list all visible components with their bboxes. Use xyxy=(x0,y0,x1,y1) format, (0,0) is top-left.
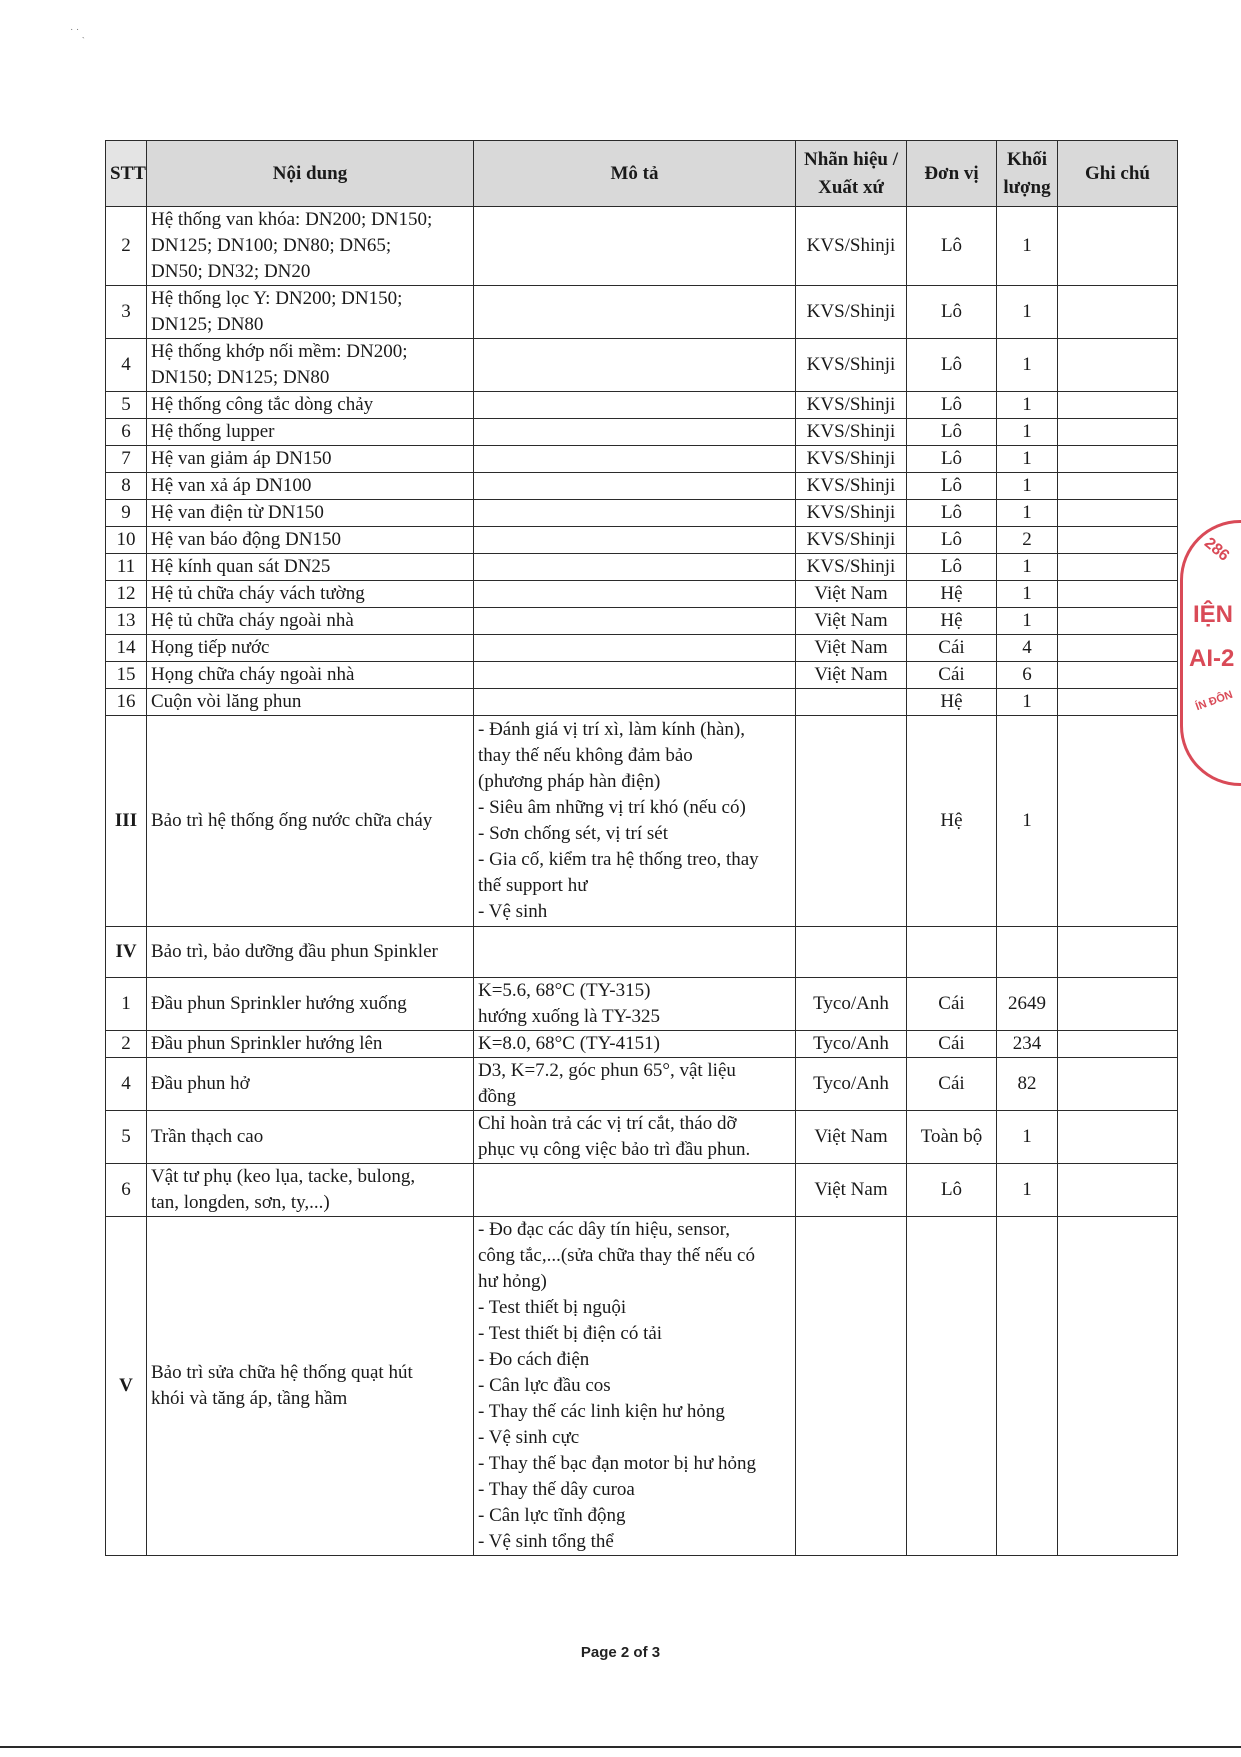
row-description-cell xyxy=(474,446,796,473)
row-note-cell xyxy=(1058,689,1178,716)
row-brand-cell: Tyco/Anh xyxy=(796,1031,907,1058)
row-description-cell xyxy=(474,473,796,500)
row-unit-cell xyxy=(907,927,997,978)
row-description-cell xyxy=(474,1058,796,1111)
row-description-cell xyxy=(474,716,796,927)
table-row xyxy=(106,554,1178,581)
row-description-line: - Đánh giá vị trí xì, làm kính (hàn), xyxy=(478,719,745,740)
row-description-line: hướng xuống là TY-325 xyxy=(478,1006,661,1027)
row-content-line: Hệ van xả áp DN100 xyxy=(151,475,312,496)
row-note-cell xyxy=(1058,1217,1178,1556)
row-description-cell xyxy=(474,207,796,286)
row-description-line: - Vệ sinh xyxy=(478,901,548,922)
row-note-cell xyxy=(1058,500,1178,527)
row-stt-cell: 9 xyxy=(106,500,147,527)
row-content-cell xyxy=(147,978,474,1031)
row-content-line: Hệ tủ chữa cháy vách tường xyxy=(151,583,365,604)
row-note-cell xyxy=(1058,419,1178,446)
table-row xyxy=(106,978,1178,1031)
row-content-line: Hệ van điện từ DN150 xyxy=(151,502,324,523)
bottom-rule xyxy=(0,1746,1241,1748)
row-brand-cell: KVS/Shinji xyxy=(796,446,907,473)
row-unit-cell: Hệ xyxy=(907,689,997,716)
row-brand-cell xyxy=(796,716,907,927)
table-row xyxy=(106,608,1178,635)
row-description-cell xyxy=(474,554,796,581)
row-note-cell xyxy=(1058,1111,1178,1164)
row-content-cell xyxy=(147,207,474,286)
row-description-cell xyxy=(474,1164,796,1217)
row-quantity-cell: 1 xyxy=(997,473,1058,500)
row-description-cell xyxy=(474,500,796,527)
row-description-cell xyxy=(474,608,796,635)
row-unit-cell: Cái xyxy=(907,662,997,689)
row-stt-cell: 6 xyxy=(106,1164,147,1217)
row-unit-cell: Lô xyxy=(907,554,997,581)
row-content-cell xyxy=(147,554,474,581)
row-note-cell xyxy=(1058,527,1178,554)
row-brand-cell xyxy=(796,927,907,978)
table-row xyxy=(106,392,1178,419)
header-brand-line: Nhãn hiệu / xyxy=(804,148,898,170)
header-quantity xyxy=(997,141,1058,207)
row-unit-cell: Hệ xyxy=(907,608,997,635)
row-unit-cell: Lô xyxy=(907,419,997,446)
row-content-cell xyxy=(147,716,474,927)
table-row xyxy=(106,1164,1178,1217)
row-content-line: DN150; DN125; DN80 xyxy=(151,367,330,388)
row-description-line: - Thay thế bạc đạn motor bị hư hỏng xyxy=(478,1453,756,1474)
row-content-cell xyxy=(147,927,474,978)
page-footer: Page 2 of 3 xyxy=(580,1644,661,1661)
table-row xyxy=(106,927,1178,978)
row-unit-cell: Lô xyxy=(907,473,997,500)
table-row xyxy=(106,581,1178,608)
header-origin-line: Xuất xứ xyxy=(818,176,884,198)
header-quantity-line-2: lượng xyxy=(1003,176,1051,198)
row-content-line: DN50; DN32; DN20 xyxy=(151,261,311,282)
row-quantity-cell: 6 xyxy=(997,662,1058,689)
row-quantity-cell: 4 xyxy=(997,635,1058,662)
row-quantity-cell: 1 xyxy=(997,500,1058,527)
header-description: Mô tả xyxy=(474,141,796,207)
row-unit-cell: Lô xyxy=(907,1164,997,1217)
row-quantity-cell: 2 xyxy=(997,527,1058,554)
row-stt-cell: 6 xyxy=(106,419,147,446)
row-brand-cell: Tyco/Anh xyxy=(796,978,907,1031)
row-brand-cell: Việt Nam xyxy=(796,1164,907,1217)
row-content-cell xyxy=(147,1217,474,1556)
row-content-cell xyxy=(147,500,474,527)
row-content-line: Bảo trì hệ thống ống nước chữa cháy xyxy=(151,810,433,831)
row-content-line: Hệ thống lupper xyxy=(151,421,275,442)
row-stt-cell: 15 xyxy=(106,662,147,689)
table-row xyxy=(106,635,1178,662)
header-content: Nội dung xyxy=(147,141,474,207)
row-quantity-cell: 1 xyxy=(997,339,1058,392)
row-content-cell xyxy=(147,446,474,473)
row-stt-cell: 5 xyxy=(106,1111,147,1164)
row-note-cell xyxy=(1058,716,1178,927)
row-stt-cell: 11 xyxy=(106,554,147,581)
row-description-line: (phương pháp hàn điện) xyxy=(478,771,661,792)
row-quantity-cell: 1 xyxy=(997,286,1058,339)
row-unit-cell: Hệ xyxy=(907,581,997,608)
row-description-line: - Đo cách điện xyxy=(478,1349,590,1370)
row-unit-cell: Lô xyxy=(907,446,997,473)
row-content-line: Bảo trì, bảo dưỡng đầu phun Spinkler xyxy=(151,941,438,962)
table-row xyxy=(106,716,1178,927)
table-row xyxy=(106,689,1178,716)
row-description-line: - Đo đạc các dây tín hiệu, sensor, xyxy=(478,1219,730,1240)
row-quantity-cell: 1 xyxy=(997,716,1058,927)
row-note-cell xyxy=(1058,635,1178,662)
table-row xyxy=(106,1111,1178,1164)
row-brand-cell: Việt Nam xyxy=(796,635,907,662)
row-brand-cell: KVS/Shinji xyxy=(796,286,907,339)
row-note-cell xyxy=(1058,1058,1178,1111)
row-description-line: hư hỏng) xyxy=(478,1271,547,1292)
row-unit-cell: Cái xyxy=(907,1058,997,1111)
row-description-cell xyxy=(474,286,796,339)
row-description-cell xyxy=(474,635,796,662)
row-content-line: Cuộn vòi lăng phun xyxy=(151,691,302,712)
stamp-text-1: 286 xyxy=(1200,534,1233,565)
row-quantity-cell: 1 xyxy=(997,392,1058,419)
row-brand-cell: Việt Nam xyxy=(796,1111,907,1164)
row-stt-cell: 1 xyxy=(106,978,147,1031)
stamp-text-4: ÍN ĐÔN xyxy=(1194,688,1235,714)
row-note-cell xyxy=(1058,207,1178,286)
row-description-line: - Thay thế dây curoa xyxy=(478,1479,635,1500)
row-brand-cell: KVS/Shinji xyxy=(796,207,907,286)
row-note-cell xyxy=(1058,662,1178,689)
row-note-cell xyxy=(1058,608,1178,635)
row-content-line: Hệ kính quan sát DN25 xyxy=(151,556,331,577)
table-row xyxy=(106,662,1178,689)
row-description-cell xyxy=(474,662,796,689)
header-quantity-line-1: Khối xyxy=(1006,148,1048,170)
table-row xyxy=(106,419,1178,446)
row-unit-cell: Lô xyxy=(907,527,997,554)
company-stamp xyxy=(1180,520,1241,786)
row-content-cell xyxy=(147,581,474,608)
row-unit-cell: Lô xyxy=(907,286,997,339)
row-brand-cell: KVS/Shinji xyxy=(796,339,907,392)
row-content-line: DN125; DN80 xyxy=(151,314,264,335)
table-row xyxy=(106,286,1178,339)
row-stt-cell: 2 xyxy=(106,1031,147,1058)
row-stt-cell: 7 xyxy=(106,446,147,473)
row-description-cell xyxy=(474,978,796,1031)
row-description-cell xyxy=(474,339,796,392)
row-description-line: thế support hư xyxy=(478,875,588,896)
row-description-cell xyxy=(474,392,796,419)
row-content-cell xyxy=(147,527,474,554)
row-unit-cell: Toàn bộ xyxy=(907,1111,997,1164)
table-row xyxy=(106,446,1178,473)
row-unit-cell: Lô xyxy=(907,207,997,286)
row-quantity-cell: 1 xyxy=(997,581,1058,608)
row-content-line: Vật tư phụ (keo lụa, tacke, bulong, xyxy=(151,1166,416,1187)
row-note-cell xyxy=(1058,473,1178,500)
row-unit-cell: Hệ xyxy=(907,716,997,927)
table-row xyxy=(106,527,1178,554)
row-quantity-cell: 82 xyxy=(997,1058,1058,1111)
table-row xyxy=(106,1217,1178,1556)
table-row xyxy=(106,473,1178,500)
row-content-cell xyxy=(147,635,474,662)
row-content-line: tan, longden, sơn, ty,...) xyxy=(151,1192,330,1213)
row-description-line: K=5.6, 68°C (TY-315) xyxy=(478,980,651,1001)
header-note: Ghi chú xyxy=(1058,141,1178,207)
row-brand-cell: Việt Nam xyxy=(796,581,907,608)
row-brand-cell: KVS/Shinji xyxy=(796,500,907,527)
row-note-cell xyxy=(1058,554,1178,581)
row-description-cell xyxy=(474,419,796,446)
row-content-line: Đầu phun hở xyxy=(151,1073,250,1094)
row-description-line: - Test thiết bị nguội xyxy=(478,1297,627,1318)
row-note-cell xyxy=(1058,392,1178,419)
row-content-line: khói và tăng áp, tầng hầm xyxy=(151,1388,348,1409)
row-description-line: - Test thiết bị điện có tải xyxy=(478,1323,663,1344)
row-description-line: - Gia cố, kiểm tra hệ thống treo, thay xyxy=(478,849,759,870)
row-note-cell xyxy=(1058,286,1178,339)
row-note-cell xyxy=(1058,1031,1178,1058)
row-note-cell xyxy=(1058,581,1178,608)
row-stt-cell: 16 xyxy=(106,689,147,716)
row-stt-cell: 3 xyxy=(106,286,147,339)
row-quantity-cell: 1 xyxy=(997,608,1058,635)
row-content-cell xyxy=(147,473,474,500)
row-content-cell xyxy=(147,392,474,419)
table-body xyxy=(106,207,1178,1556)
row-description-line: - Cân lực đầu cos xyxy=(478,1375,611,1396)
row-content-cell xyxy=(147,1111,474,1164)
row-description-cell xyxy=(474,689,796,716)
row-quantity-cell: 234 xyxy=(997,1031,1058,1058)
row-note-cell xyxy=(1058,978,1178,1031)
row-content-cell xyxy=(147,419,474,446)
quotation-table xyxy=(105,140,1178,1556)
row-content-cell xyxy=(147,1058,474,1111)
row-content-line: Hệ thống công tắc dòng chảy xyxy=(151,394,374,415)
row-content-line: Hệ tủ chữa cháy ngoài nhà xyxy=(151,610,354,631)
row-content-line: Trần thạch cao xyxy=(151,1126,264,1147)
row-unit-cell: Cái xyxy=(907,635,997,662)
row-content-cell xyxy=(147,662,474,689)
row-stt-cell: 8 xyxy=(106,473,147,500)
row-brand-cell: Việt Nam xyxy=(796,608,907,635)
row-quantity-cell: 1 xyxy=(997,1164,1058,1217)
row-description-cell xyxy=(474,1217,796,1556)
row-stt-cell: IV xyxy=(106,927,147,978)
row-quantity-cell: 1 xyxy=(997,446,1058,473)
row-description-cell xyxy=(474,927,796,978)
row-content-line: Đầu phun Sprinkler hướng xuống xyxy=(151,993,407,1014)
row-brand-cell: Tyco/Anh xyxy=(796,1058,907,1111)
row-quantity-cell xyxy=(997,1217,1058,1556)
row-content-line: Hệ thống khớp nối mềm: DN200; xyxy=(151,341,408,362)
row-unit-cell: Cái xyxy=(907,978,997,1031)
row-content-line: DN125; DN100; DN80; DN65; xyxy=(151,235,392,256)
row-description-cell xyxy=(474,1031,796,1058)
stamp-text-2: IỆN xyxy=(1193,601,1234,628)
row-note-cell xyxy=(1058,927,1178,978)
row-description-line: - Cân lực tĩnh động xyxy=(478,1505,626,1526)
table-row xyxy=(106,1031,1178,1058)
row-quantity-cell: 1 xyxy=(997,1111,1058,1164)
row-content-cell xyxy=(147,286,474,339)
row-description-cell xyxy=(474,1111,796,1164)
row-content-line: Bảo trì sửa chữa hệ thống quạt hút xyxy=(151,1362,413,1383)
row-brand-cell: KVS/Shinji xyxy=(796,392,907,419)
quotation-table-container xyxy=(105,140,1177,1556)
scan-speck: ˙ ˙ ˏ xyxy=(70,28,85,39)
row-unit-cell xyxy=(907,1217,997,1556)
row-stt-cell: 2 xyxy=(106,207,147,286)
row-content-cell xyxy=(147,608,474,635)
row-description-line: D3, K=7.2, góc phun 65°, vật liệu xyxy=(478,1060,736,1081)
row-stt-cell: 4 xyxy=(106,339,147,392)
header-unit: Đơn vị xyxy=(907,141,997,207)
row-stt-cell: 5 xyxy=(106,392,147,419)
row-quantity-cell xyxy=(997,927,1058,978)
row-stt-cell: 13 xyxy=(106,608,147,635)
row-description-line: phục vụ công việc bảo trì đầu phun. xyxy=(478,1139,751,1160)
row-quantity-cell: 1 xyxy=(997,419,1058,446)
row-brand-cell: KVS/Shinji xyxy=(796,554,907,581)
row-stt-cell: 10 xyxy=(106,527,147,554)
row-content-line: Họng chữa cháy ngoài nhà xyxy=(151,664,355,685)
row-stt-cell: 4 xyxy=(106,1058,147,1111)
row-stt-cell: 14 xyxy=(106,635,147,662)
row-description-line: - Siêu âm những vị trí khó (nếu có) xyxy=(478,797,746,818)
row-description-line: - Sơn chống sét, vị trí sét xyxy=(478,823,668,844)
header-stt: STT xyxy=(106,141,147,207)
table-row xyxy=(106,339,1178,392)
row-content-line: Hệ thống van khóa: DN200; DN150; xyxy=(151,209,433,230)
row-description-cell xyxy=(474,581,796,608)
row-description-line: - Vệ sinh tổng thể xyxy=(478,1531,614,1552)
row-brand-cell: KVS/Shinji xyxy=(796,527,907,554)
row-quantity-cell: 1 xyxy=(997,689,1058,716)
row-brand-cell xyxy=(796,1217,907,1556)
row-description-line: - Vệ sinh cực xyxy=(478,1427,580,1448)
row-description-line: K=8.0, 68°C (TY-4151) xyxy=(478,1033,660,1054)
row-brand-cell: KVS/Shinji xyxy=(796,419,907,446)
row-description-line: - Thay thế các linh kiện hư hỏng xyxy=(478,1401,725,1422)
row-content-line: Hệ van giảm áp DN150 xyxy=(151,448,332,469)
row-note-cell xyxy=(1058,1164,1178,1217)
row-description-line: công tắc,...(sửa chữa thay thế nếu có xyxy=(478,1245,755,1266)
row-content-cell xyxy=(147,339,474,392)
row-description-cell xyxy=(474,527,796,554)
table-row xyxy=(106,207,1178,286)
row-unit-cell: Cái xyxy=(907,1031,997,1058)
row-content-line: Đầu phun Sprinkler hướng lên xyxy=(151,1033,383,1054)
row-stt-cell: 12 xyxy=(106,581,147,608)
row-quantity-cell: 2649 xyxy=(997,978,1058,1031)
row-content-cell xyxy=(147,1031,474,1058)
row-brand-cell: Việt Nam xyxy=(796,662,907,689)
table-row xyxy=(106,500,1178,527)
row-brand-cell: KVS/Shinji xyxy=(796,473,907,500)
row-unit-cell: Lô xyxy=(907,392,997,419)
table-row xyxy=(106,1058,1178,1111)
stamp-text-3: AI-2 xyxy=(1189,645,1235,672)
row-note-cell xyxy=(1058,446,1178,473)
row-quantity-cell: 1 xyxy=(997,554,1058,581)
row-note-cell xyxy=(1058,339,1178,392)
row-description-line: Chỉ hoàn trả các vị trí cắt, tháo dỡ xyxy=(478,1113,737,1134)
row-stt-cell: III xyxy=(106,716,147,927)
row-stt-cell: V xyxy=(106,1217,147,1556)
row-content-cell xyxy=(147,1164,474,1217)
row-content-line: Hệ thống lọc Y: DN200; DN150; xyxy=(151,288,403,309)
row-unit-cell: Lô xyxy=(907,500,997,527)
header-brand-origin xyxy=(796,141,907,207)
row-brand-cell xyxy=(796,689,907,716)
row-content-line: Hệ van báo động DN150 xyxy=(151,529,341,550)
row-content-line: Họng tiếp nước xyxy=(151,637,270,658)
row-description-line: thay thế nếu không đảm bảo xyxy=(478,745,693,766)
row-content-cell xyxy=(147,689,474,716)
row-unit-cell: Lô xyxy=(907,339,997,392)
table-header xyxy=(106,141,1178,207)
row-quantity-cell: 1 xyxy=(997,207,1058,286)
row-description-line: đồng xyxy=(478,1086,516,1107)
